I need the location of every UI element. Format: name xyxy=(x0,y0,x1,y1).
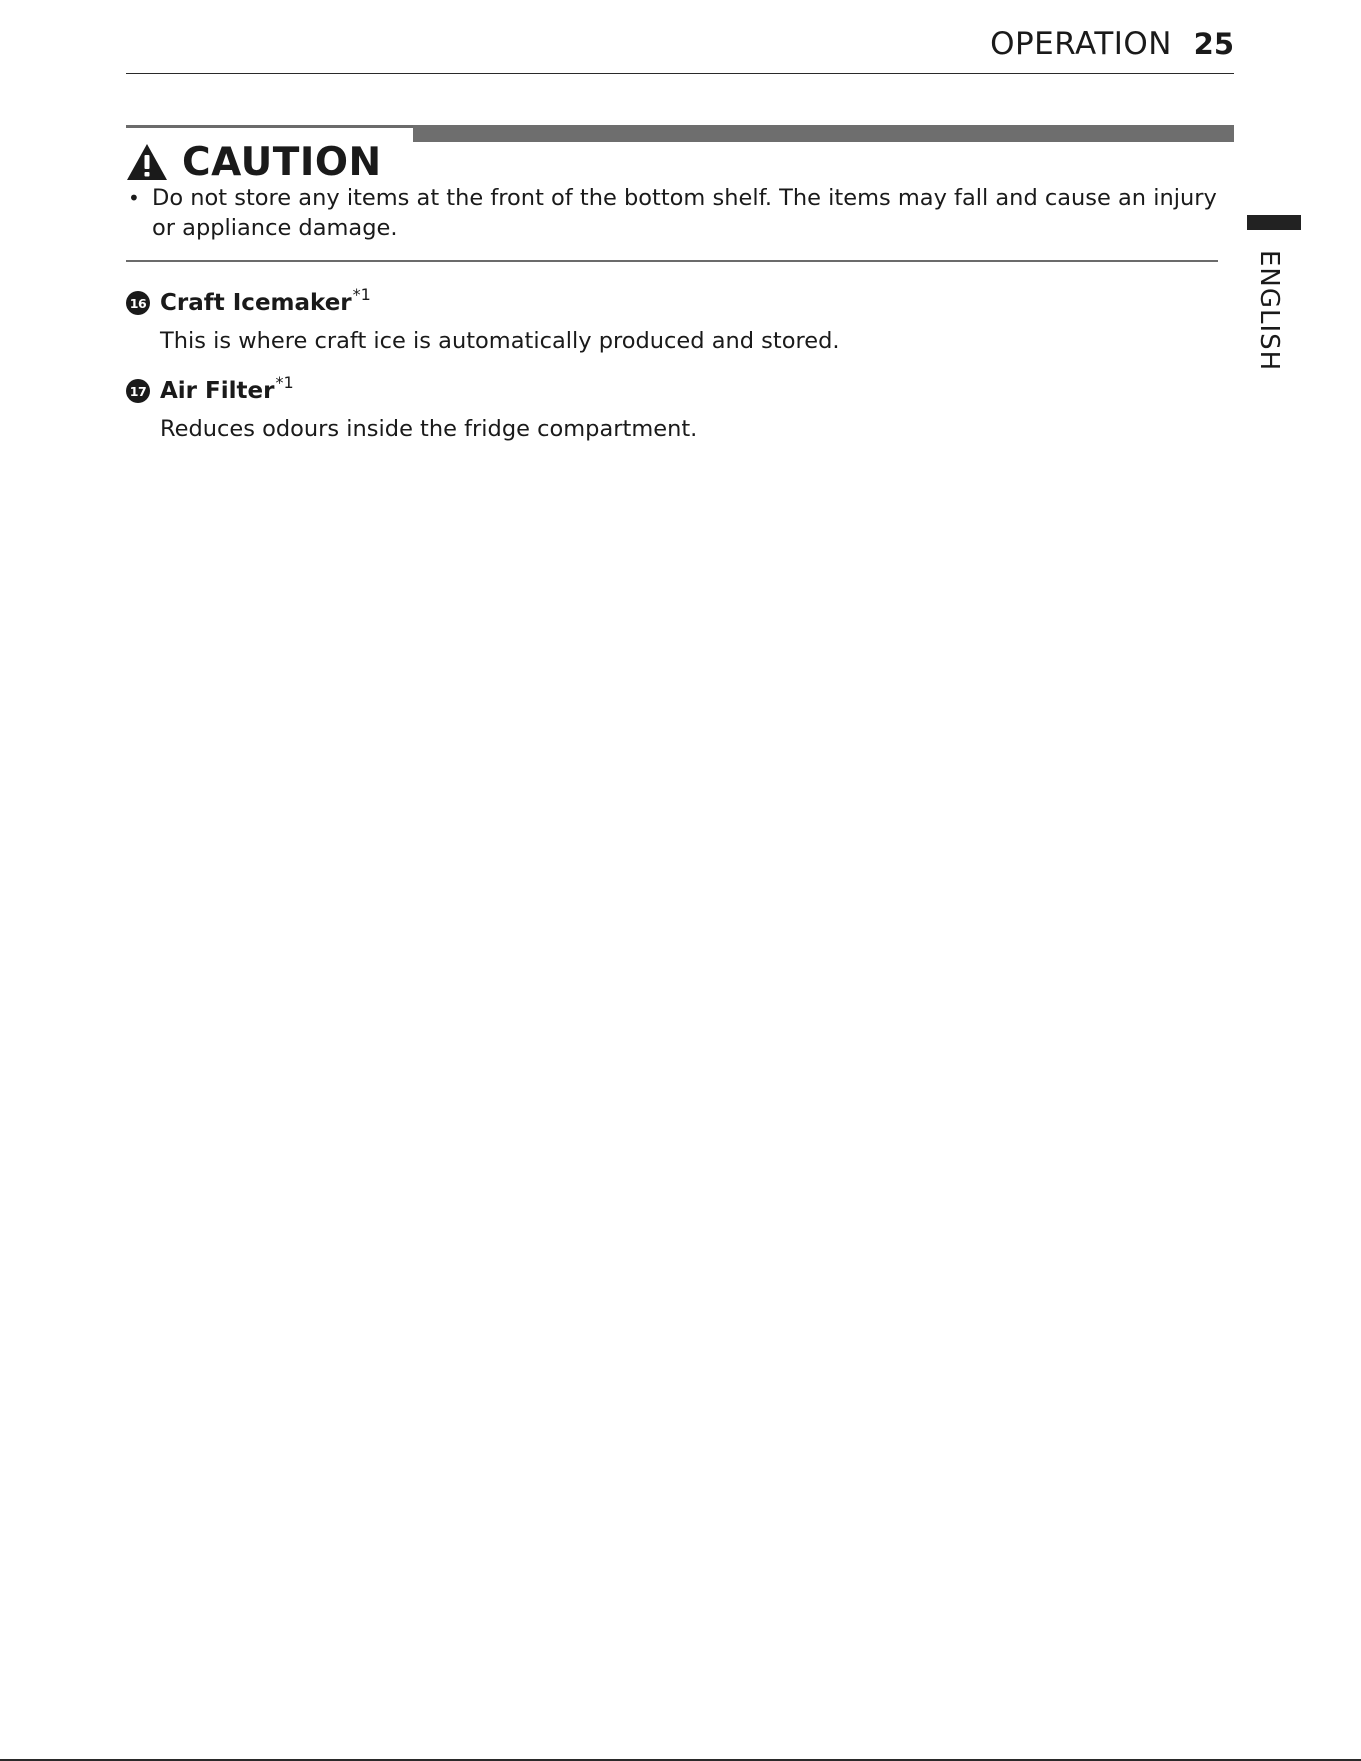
caution-box xyxy=(126,125,1218,262)
caution-top-rule xyxy=(126,125,413,128)
caution-item-text: Do not store any items at the front of the bottom shelf. The items may fall and cause an injury or appliance damage. xyxy=(152,185,1217,241)
feature-title xyxy=(160,373,294,404)
feature-description: This is where craft ice is automatically produced and stored. xyxy=(160,328,840,354)
item-number-badge: 16 xyxy=(126,291,150,315)
caution-heading xyxy=(126,138,382,186)
item-number-badge: 17 xyxy=(126,379,150,403)
bullet-icon: • xyxy=(128,186,140,210)
feature-title-text: Air Filter xyxy=(160,378,275,404)
caution-header-bar xyxy=(413,125,1234,142)
caution-title: CAUTION xyxy=(182,139,382,185)
language-tab-marker xyxy=(1247,215,1301,230)
section-title: OPERATION xyxy=(990,26,1172,62)
page-number: 25 xyxy=(1193,27,1234,61)
feature-heading xyxy=(126,286,1126,320)
warning-triangle-icon xyxy=(126,143,168,181)
feature-title-text: Craft Icemaker xyxy=(160,290,352,316)
feature-air-filter xyxy=(126,374,1126,444)
feature-heading xyxy=(126,374,1126,408)
footnote-marker: *1 xyxy=(275,373,294,392)
language-tab-label: ENGLISH xyxy=(1254,250,1284,372)
feature-description: Reduces odours inside the fridge compartment. xyxy=(160,416,698,442)
caution-list-item xyxy=(126,183,1218,243)
feature-title xyxy=(160,285,371,316)
page-header xyxy=(126,22,1234,74)
feature-craft-icemaker xyxy=(126,286,1126,356)
footnote-marker: *1 xyxy=(352,285,371,304)
